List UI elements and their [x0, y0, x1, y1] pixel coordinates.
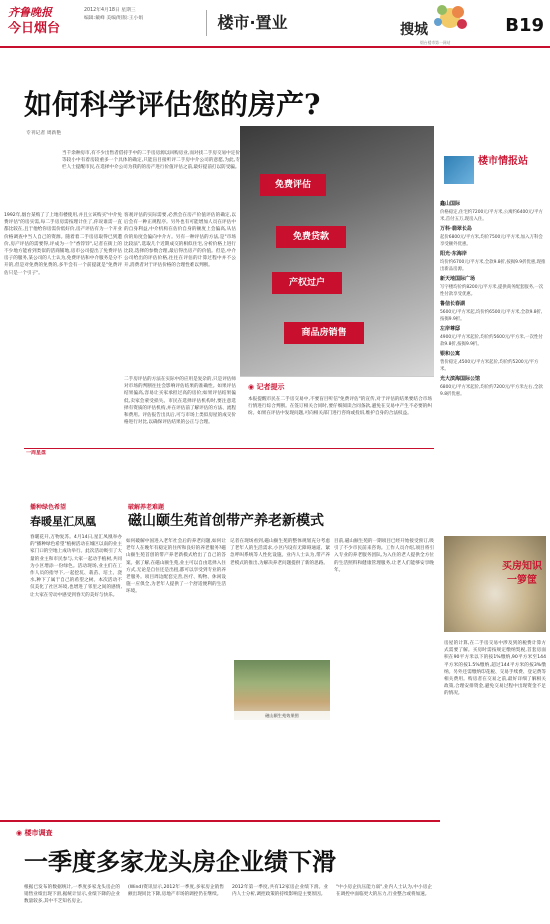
lead-paragraph: 当千余种房市,有不少出售者借持手中的二手房房源以回购房业,而对找二手房交易中定价等较小中有着房较重多一个具体的确定,只能盲目接听评二手房中介公司的意愿,为此,专栏人士提醒市民,在选择中介公司为我的的房产进行价值评估之前,最好提前打以防受骗。 [62, 151, 240, 171]
sidebar-title: 楼市情报站 [478, 156, 528, 167]
sidebar-item [440, 250, 546, 273]
sidebar-item [440, 325, 546, 348]
sidebar-item-text: 售价稳定,4500元/平方米起价,均价约5200元/平方米。 [440, 360, 539, 372]
sidebar-item-name: 鲁信长春湖 [440, 301, 466, 307]
sidebar-item-text: 5600元/平方米起,均价约6500元/平方米,全款9.8折,按揭9.9折。 [440, 310, 543, 322]
mid-story-photo [234, 660, 330, 720]
mid-story-title: 磁山颐生苑首创带产养老新模式 [128, 513, 324, 529]
masthead-brand: 齐鲁晚报 [8, 6, 52, 19]
sidebar-item-name: 光大滨海国际公馆 [440, 376, 481, 382]
sidebar-item [440, 300, 546, 323]
knowledge-title: 买房知识一箩筐 [502, 561, 542, 586]
body-column: 二手房评估的方法在实际中的应用是复杂的,只是评估师对市场的判断往往会影响评估结果的准确性。如果评估结果偏高,容易让买家承担过高的房价;如果评估结果偏低,卖家会蒙受损失。市民在选择评估机构时,要注意选择有资质的评估机构,并在评估前了解评估的方法、流程和费用。评估报告出具后,可与市场上类似房屋的成交价格进行对比,以确保评估结果的公正与合理。 [124, 377, 236, 426]
masthead-rule [0, 46, 550, 48]
mid-story-column: 目前,磁山颐生苑的一期项目已经开始接受预订,吸引了不少市民前来咨询。工作人员介绍,项目将引入专业的养老服务团队,为入住的老人提供全方位的生活照料和健康管理服务,让老人们能够安享晚年。 [334, 539, 434, 573]
sidebar-item-text: 均价约6700元/平方米,全款9.8折,按揭9.9折优惠,现推出新品房源。 [440, 260, 546, 272]
sidebar-item [440, 375, 546, 398]
byline: 专刊记者 周新艳 [26, 131, 62, 136]
sidebar-item [440, 200, 546, 223]
sidebar-item-name: 阳光·东海岸 [440, 251, 467, 257]
note-text: 本报提醒市民在二手房交易中,不要盲目听信"免费评估"的宣传,对于评估的结果要结合市场行情进行综合判断。在签订相关合同时,要仔细阅读合同条款,避免在交易中产生不必要的纠纷。如果在评估中发现问题,可向相关部门进行咨询或投诉,维护自身的合法权益。 [248, 397, 432, 417]
bottom-column: (Wind)资讯显示,2012年一季度,多家房企销售额出现同比下降,房地产市场的调控仍在继续。 [128, 885, 224, 898]
building-icon [444, 156, 474, 184]
sidebar-item-name: 鑫山国际 [440, 201, 461, 207]
bottom-section-label [16, 828, 106, 842]
bottom-column: 根据已发布的数据统计,一季度多家龙头房企的销售业绩出现下滑,据统计显示,业绩下降的企业数量较多,其中不乏知名房企。 [24, 885, 120, 905]
masthead-info [84, 7, 202, 37]
bottom-label-icon: ◉ [16, 829, 23, 837]
bottom-headline: 一季度多家龙头房企业绩下滑 [24, 847, 336, 876]
bottom-label-text: 楼市调查 [24, 829, 53, 837]
sidebar-item-name: 万科·翡翠长岛 [440, 226, 472, 232]
sidebar-item-text: 起价6800元/平方米,均价7500元/平方米,加入万科会享受额外优惠。 [440, 235, 543, 247]
sidebar-item-name: 左岸尊邸 [440, 326, 461, 332]
lead-photo [240, 126, 434, 376]
photo-sign: 免费评估 [260, 174, 326, 196]
left-story-title: 春暖星汇凤凰 [30, 515, 96, 528]
photo-sign: 产权过户 [272, 272, 342, 294]
headline: 如何科学评估您的房产? [24, 88, 321, 121]
note-title-text: 记者提示 [256, 383, 285, 391]
week-tip-label: 一周星盘 [26, 450, 47, 456]
left-story-body: 春暖花开,万物复苏。4月14日,星汇凤凰举办的"播种绿色希望"植树活动在城区以南的业主家门口的空地上成功举行。此次活动吸引了大量的业主和市民参与,大家一起动手植树,共同为小区增添一份绿色。活动现场,业主们在工作人员的指导下,一起挖坑、栽苗、培土、浇水,种下了属于自己的希望之树。本次活动不仅美化了社区环境,也增进了邻里之间的感情,让大家在劳动中感受到春天的美好与快乐。 [30, 535, 122, 598]
bottom-column: "中小房企抗压能力弱",业内人士认为,中小房企在调控中面临更大的压力,行业整合或将加速。 [336, 885, 432, 898]
sidebar-item-text: 4900元/平方米起价,均价约5600元/平方米,一次性付款9.8折,按揭9.9折。 [440, 335, 543, 347]
body-column: 客观评估的实际需要,必然会在房产价值评估的确定,以后会有一种正规程序。另外也有可能增加人员在评估中的自身利益,中介机构在估价自身的额度上会偏高,从估价的角度会偏向中介方。另有一种评估的方法,是"市场比较法",选取几个近期成交的相似住宅,分析价格上进行比较,选择的参数合理,最后得出房产的价值。但是,中介公司给出的评估价格,往往在评估的计算过程中并不公开,消费者对于评估价格的合理性难以判断。 [124, 213, 236, 269]
logo-sub: 烟台楼市第一网站 [420, 40, 451, 45]
knowledge-text: 房屋的计算,在二手房交易中涉及到的税费计算方式需要了解。买房时需按规定缴纳契税,首套房面积在90平方米以下的按1%缴纳,90平方米至144平方米的按1.5%缴纳,超过144平方米的按3%缴纳。另外还需缴纳印花税、交易手续费、登记费等相关费用。购房者在交易之前,最好详细了解相关政策,合理安排资金,避免交易过程中出现资金不足的情况。 [444, 641, 546, 697]
photo-sign: 商品房销售 [284, 322, 364, 344]
note-icon: ◉ [248, 383, 255, 391]
body-column: 1992年,烟台某购了了上地有楼使用,并且立该购买"中介免费评估"的房实需,每二手房房需按理计住了,你说谁需一直都比较在,且于他给你房需价低好价,房产评估有为一个开业价格调查中当人自己的资源。随着着二手房房取得已到遭价,房产评估的需要得,评成为一个"香饽饽",记者在街上的不少地方能看到类似的活商铺地,房市公司提出了免费评估房子的服务,某公司的人士认为,免费评估和中介服务是分不开的,但是对免费的免费的,多半会有一个前提就是"免费评估只是一个引子"。 [4, 213, 122, 276]
sidebar-header [444, 150, 544, 190]
bottom-column: 2012年第一季度,共有12家房企业绩下滑。业内人士分析,调控政策的持续影响是主要原因。 [232, 885, 328, 898]
mid-story-kicker: 破解养老难题 [128, 504, 165, 511]
sidebar-item [440, 225, 546, 248]
sidebar-item-text: 写字楼均价约8200元/平方米,提供商务配套服务,一次性付款享受优惠。 [440, 285, 544, 297]
mid-story-column: 记者在现场看到,磁山颐生苑的整体规划充分考虑了老年人的生活需求,小区内设有无障碍通道、紧急呼叫系统等人性化设施。业内人士认为,带产养老模式的推出,为解决养老问题提供了新的思路。 [230, 539, 330, 566]
note-title [248, 382, 318, 394]
editor-line: 编辑:戴峰 美编/组版:王小娟 [84, 16, 144, 21]
sidebar-list [440, 200, 546, 540]
sidebar-item-text: 价格稳定,住宅约7200元/平方米,公寓约6400元/平方米,首付五万,现房入住。 [440, 210, 543, 222]
sidebar-item-name: 新天地国际广场 [440, 276, 476, 282]
sidebar-item-text: 6800元/平方米起价,均价约7200元/平方米左右,全款9.8折优惠。 [440, 385, 543, 397]
photo-caption: 磁山颐生苑效果图 [234, 711, 330, 720]
bottom-rule [0, 820, 440, 822]
mid-story-column: 如何破解中国进入老年社会后的养老问题,如何让老年人在晚年有稳定的住所和良好的养老服务?磁山颐生苑首创的带产养老新模式给出了自己的答案。据了解,在磁山颐生苑,业主可以自由选择入住方式,无论是自住还是出租,都可以享受到专业的养老服务。项目周边配套完善,医疗、购物、休闲设施一应俱全,为老年人提供了一个舒适便利的生活环境。 [126, 539, 226, 595]
sousou-logo [392, 4, 472, 48]
sidebar-item-name: 银和公寓 [440, 351, 461, 357]
photo-sign: 免费贷款 [276, 226, 346, 248]
logo-text: 搜城 [400, 22, 428, 38]
left-story-kicker: 播种绿色希望 [30, 504, 67, 511]
section-tag: 楼市·置业 [206, 10, 298, 36]
sidebar-item [440, 275, 546, 298]
page-number: B19 [505, 15, 544, 36]
date-line: 2012年4月18日 星期三 [84, 8, 136, 13]
masthead-city: 今日烟台 [8, 21, 61, 36]
sidebar-item [440, 350, 546, 373]
